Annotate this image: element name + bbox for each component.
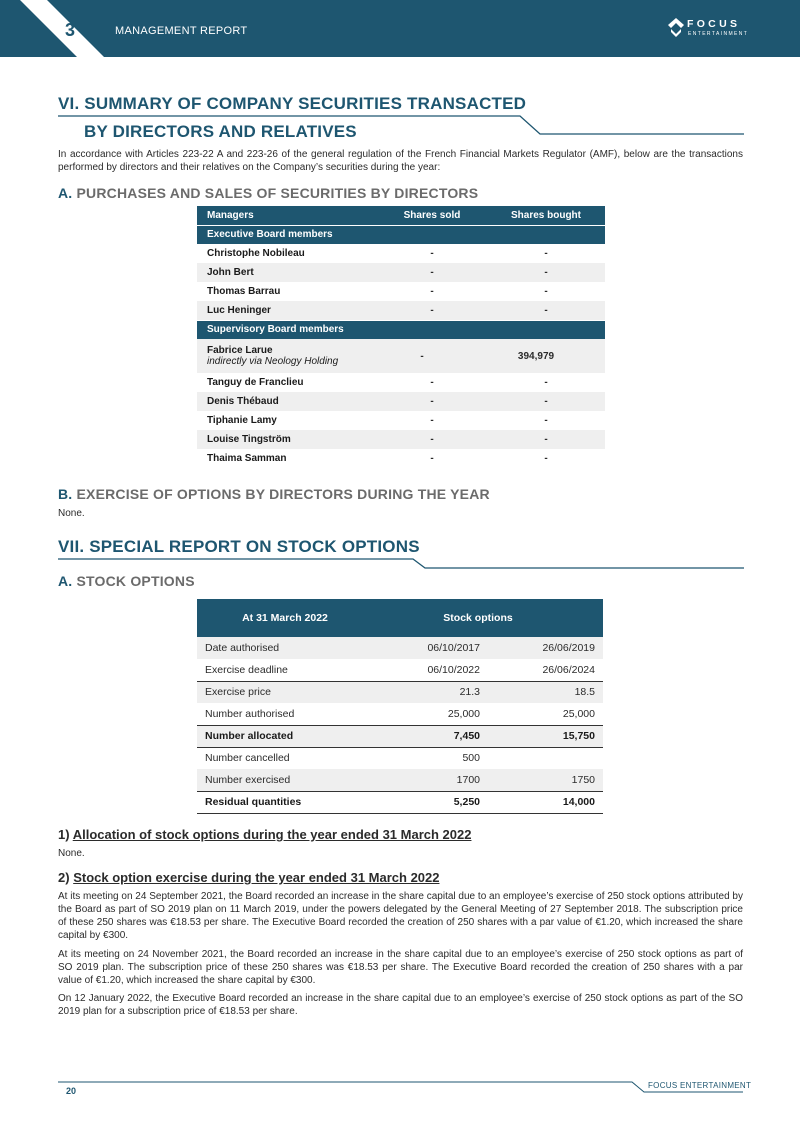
shares-sold: - [430, 248, 434, 259]
chapter-tab-shape [0, 0, 115, 57]
plan-2019-value [488, 747, 603, 769]
table-row [197, 373, 605, 392]
item-2-title [58, 870, 440, 885]
group-label: Supervisory Board members [197, 320, 605, 339]
table-row [197, 725, 603, 747]
item-number: 1) [58, 827, 70, 842]
shares-bought: - [487, 263, 605, 282]
section-vii-title: VII. SPECIAL REPORT ON STOCK OPTIONS [58, 537, 420, 556]
section-title: MANAGEMENT REPORT [115, 25, 248, 37]
subsection-a-title [58, 185, 478, 201]
group-row-supervisory [197, 320, 605, 339]
shares-bought: - [544, 286, 548, 297]
section-vii-rule [58, 556, 744, 571]
col-header-date: At 31 March 2022 [197, 599, 373, 637]
shares-sold: - [430, 377, 434, 388]
item-title: Stock option exercise during the year ended 31 March 2022 [73, 870, 440, 885]
stock-options-table [197, 599, 603, 814]
col-header-shares-bought: Shares bought [487, 206, 605, 225]
plan-2017-value: 06/10/2017 [373, 637, 488, 659]
manager-name: Fabrice Larue [207, 345, 273, 356]
plan-2017-value: 7,450 [373, 725, 488, 747]
page-number: 20 [66, 1086, 77, 1096]
subsection-b-title [58, 486, 490, 502]
section-vi-intro: In accordance with Articles 223-22 A and 223-26 of the general regulation of the French Financial Markets Regulator (AMF), below are the transactions performed by directors and their relatives on the Company’s securities during the year: [58, 149, 743, 173]
table-row [197, 339, 605, 373]
director-transactions-table [197, 206, 605, 468]
group-label: Executive Board members [197, 225, 605, 244]
shares-bought: - [544, 453, 548, 464]
table-row [197, 681, 603, 703]
shares-bought: - [487, 430, 605, 449]
plan-2017-value: 5,250 [373, 791, 488, 813]
section-vi-rule [58, 113, 744, 137]
stock-options-subtitle [58, 573, 195, 589]
table-row [197, 244, 605, 263]
table-row [197, 703, 603, 725]
page-header [0, 0, 800, 57]
plan-2017-value: 1700 [373, 769, 488, 791]
item-title: Allocation of stock options during the year ended 31 March 2022 [72, 827, 472, 842]
item-2-paragraph-1: At its meeting on 24 September 2021, the Board recorded an increase in the share capital due to an employee’s exercise of 250 stock options attributed by the Board as part of SO 2019 plan on 11 March 2019, under the powers delegated by the General Meeting of 27 September 2018. The subscription price of these 250 shares was €18.53 per share. The Executive Board recorded the creation of 250 shares with a par value of €1.20, which increased the share capital by €300. [58, 891, 743, 941]
shares-bought: - [544, 415, 548, 426]
group-row-executive [197, 225, 605, 244]
manager-name: Tiphanie Lamy [207, 415, 277, 426]
shares-bought: - [544, 248, 548, 259]
subsection-text: STOCK OPTIONS [76, 573, 195, 589]
manager-name: Tanguy de Franclieu [207, 377, 304, 388]
table-row [197, 282, 605, 301]
item-number: 2) [58, 870, 70, 885]
shares-sold: - [377, 392, 487, 411]
subsection-text: PURCHASES AND SALES OF SECURITIES BY DIRECTORS [76, 185, 479, 201]
row-label: Date authorised [197, 637, 373, 659]
manager-name: John Bert [197, 263, 377, 282]
table-row [197, 392, 605, 411]
subsection-letter: A. [58, 573, 73, 589]
col-header-managers: Managers [197, 206, 377, 225]
plan-2019-value: 26/06/2024 [488, 659, 603, 681]
item-1-text: None. [58, 848, 85, 859]
plan-2017-value: 25,000 [373, 703, 488, 725]
plan-2019-value: 1750 [488, 769, 603, 791]
table-row [197, 659, 603, 681]
section-vi-title-line1: VI. SUMMARY OF COMPANY SECURITIES TRANSACTED [58, 94, 527, 113]
row-label: Residual quantities [197, 791, 373, 813]
manager-name: Christophe Nobileau [207, 248, 305, 259]
table-row [197, 263, 605, 282]
manager-name: Louise Tingström [197, 430, 377, 449]
table-header-row [197, 599, 603, 637]
manager-name: Luc Heninger [197, 301, 377, 320]
table-header-row [197, 206, 605, 225]
manager-name: Thaima Samman [207, 453, 287, 464]
logo-wordmark: FOCUS [687, 18, 741, 30]
plan-2019-value: 14,000 [488, 791, 603, 813]
manager-name: Denis Thébaud [197, 392, 377, 411]
plan-2017-value: 500 [462, 752, 480, 765]
plan-2019-value: 18.5 [488, 681, 603, 703]
subsection-letter: B. [58, 486, 73, 502]
col-header-stock-options: Stock options [373, 599, 603, 637]
table-row [197, 449, 605, 468]
shares-sold: - [377, 263, 487, 282]
table-row [197, 301, 605, 320]
row-label: Exercise price [197, 681, 373, 703]
table-row [197, 747, 603, 769]
shares-bought: - [487, 392, 605, 411]
section-vi-title-line2: BY DIRECTORS AND RELATIVES [84, 122, 357, 141]
shares-bought: - [544, 377, 548, 388]
focus-logo [668, 18, 748, 38]
subsection-text: EXERCISE OF OPTIONS BY DIRECTORS DURING THE YEAR [76, 486, 490, 502]
table-row [197, 430, 605, 449]
plan-2019-value: 15,750 [488, 725, 603, 747]
manager-name: Thomas Barrau [207, 286, 281, 297]
subsection-letter: A. [58, 185, 73, 201]
item-2-paragraph-2: At its meeting on 24 November 2021, the Board recorded an increase in the share capital due to an employee’s exercise of 250 stock options as part of SO 2019 plan. The subscription price of these 250 shares was €18.53 per share. The Executive Board recorded the creation of 250 shares with a par value of €1.20, which increased the share capital by €300. [58, 949, 743, 986]
shares-sold: - [430, 286, 434, 297]
shares-sold: - [377, 339, 487, 373]
shares-sold: - [430, 415, 434, 426]
shares-sold: - [377, 430, 487, 449]
focus-logo-icon [668, 18, 684, 38]
manager-name-cell [197, 339, 377, 373]
table-row [197, 411, 605, 430]
row-label: Number exercised [197, 769, 373, 791]
logo-subtext: ENTERTAINMENT [688, 31, 749, 37]
table-row [197, 769, 603, 791]
row-label: Exercise deadline [197, 659, 373, 681]
chapter-number: 3 [64, 20, 75, 40]
plan-2019-value: 26/06/2019 [488, 637, 603, 659]
item-2-paragraph-3: On 12 January 2022, the Executive Board recorded an increase in the share capital due to an employee’s exercise of 250 stock options as part of the SO 2019 plan for a subscription price of €18.53 per share. [58, 993, 743, 1017]
plan-2019-value: 25,000 [488, 703, 603, 725]
table-row [197, 637, 603, 659]
row-label: Number allocated [197, 725, 373, 747]
manager-note: indirectly via Neology Holding [207, 356, 339, 367]
shares-bought: 394,979 [487, 339, 605, 373]
row-label: Number cancelled [205, 752, 290, 765]
shares-sold: - [377, 301, 487, 320]
plan-2017-value: 21.3 [373, 681, 488, 703]
row-label: Number authorised [197, 703, 373, 725]
subsection-b-text: None. [58, 508, 85, 519]
shares-bought: - [487, 301, 605, 320]
shares-sold: - [430, 453, 434, 464]
col-header-shares-sold: Shares sold [377, 206, 487, 225]
plan-2017-value: 06/10/2022 [373, 659, 488, 681]
item-1-title [58, 827, 471, 842]
table-row [197, 791, 603, 813]
footer-brand: FOCUS ENTERTAINMENT [648, 1081, 752, 1090]
